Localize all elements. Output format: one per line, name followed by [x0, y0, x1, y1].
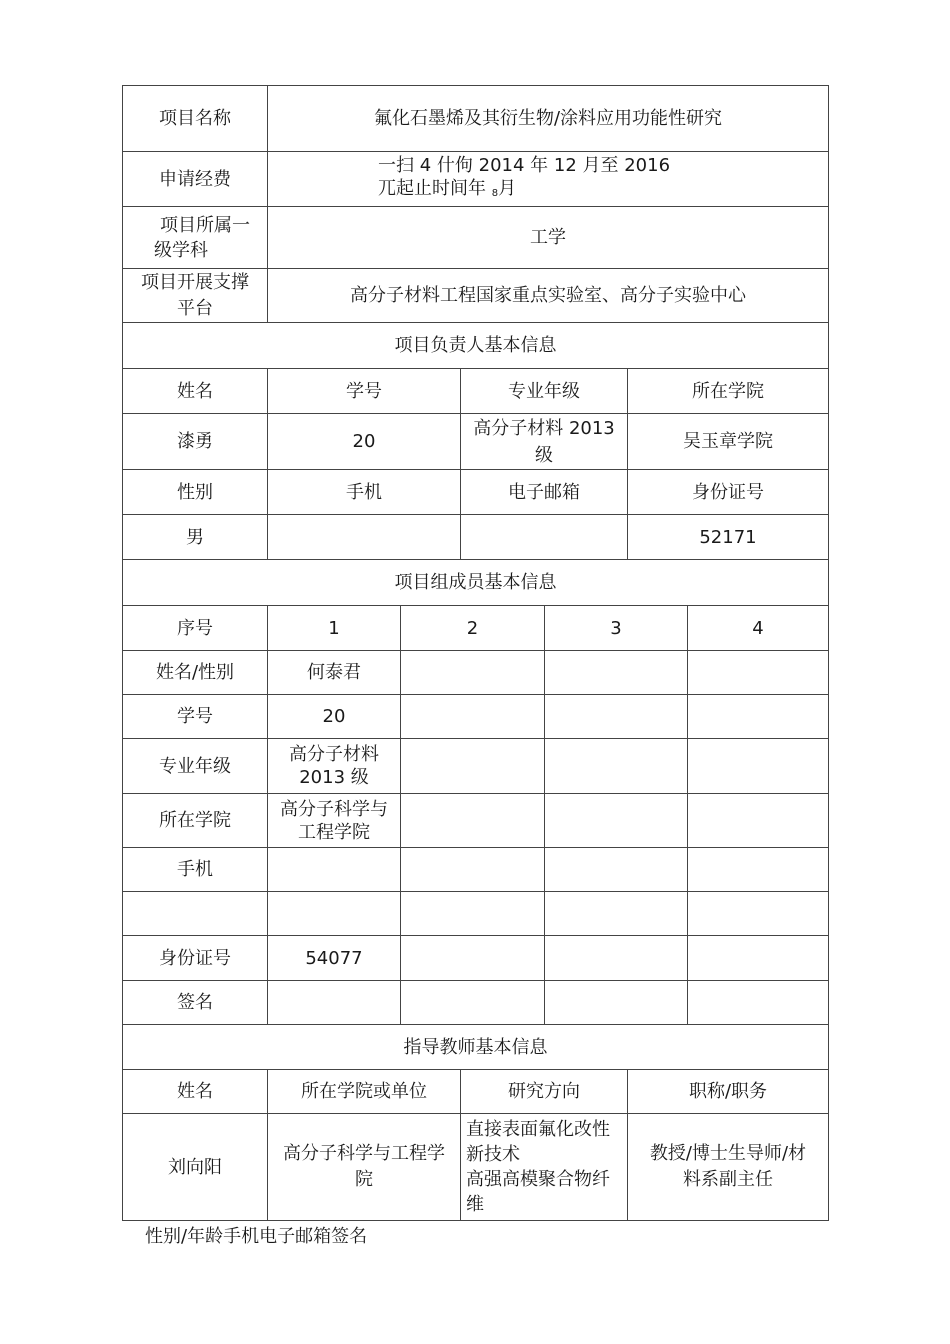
advisor-direction — [460, 1113, 628, 1221]
leader-email — [460, 514, 628, 560]
funding-line-2 — [378, 177, 516, 205]
member-1-value — [267, 980, 401, 1025]
advisor-title-line2: 料系副主任 — [683, 1169, 773, 1190]
leader-header-idcard: 身份证号 — [692, 481, 764, 503]
member-1-value — [267, 891, 401, 936]
cell-border — [400, 738, 545, 794]
discipline-label-line2: 级学科 — [154, 239, 208, 261]
member-1-value: 54077 — [305, 947, 363, 969]
cell-border — [400, 980, 545, 1025]
leader-section-title: 项目负责人基本信息 — [394, 335, 557, 356]
cell-border — [687, 891, 829, 936]
discipline-value: 工学 — [530, 227, 566, 248]
leader-student-id: 20 — [352, 431, 376, 452]
members-row-label: 所在学院 — [159, 810, 231, 831]
members-index-4: 4 — [752, 617, 764, 639]
members-row-label — [122, 891, 268, 936]
cell-border — [400, 935, 545, 981]
funding-line-2a: 兀起止时间年 — [378, 177, 486, 199]
platform-label-line2: 平台 — [177, 297, 213, 319]
cell-border — [687, 650, 829, 695]
cell-border — [687, 793, 829, 848]
members-index-2: 2 — [466, 617, 479, 639]
advisor-section-title: 指导教师基本信息 — [403, 1036, 548, 1058]
leader-header-id: 学号 — [346, 380, 382, 402]
member-1-value-line1: 高分子科学与 — [280, 798, 388, 820]
cell-border — [544, 650, 688, 695]
leader-header-phone: 手机 — [346, 481, 382, 503]
leader-college: 吴玉章学院 — [683, 431, 773, 452]
leader-major — [460, 413, 628, 470]
members-row-label: 姓名/性别 — [155, 662, 235, 683]
members-row-label: 身份证号 — [159, 947, 231, 969]
cell-border — [544, 980, 688, 1025]
advisor-direction-line2: 新技术 — [466, 1144, 520, 1165]
advisor-title-line1: 教授/博士生导师/材 — [649, 1143, 807, 1164]
members-row-label: 学号 — [177, 706, 213, 727]
leader-gender: 男 — [186, 526, 204, 548]
leader-major-line2: 级 — [535, 444, 553, 466]
leader-idcard: 52171 — [699, 526, 757, 548]
members-row-label: 签名 — [177, 992, 213, 1013]
leader-header-gender: 性别 — [177, 481, 213, 503]
funding-label: 申请经费 — [159, 168, 231, 190]
funding-line-1: 一扫 4 什佝 2014 年 12 月至 2016 — [378, 154, 671, 176]
cell-border — [400, 793, 545, 848]
cell-border — [687, 935, 829, 981]
advisor-college-line2: 院 — [355, 1169, 373, 1190]
cell-border — [687, 980, 829, 1025]
leader-major-line1: 高分子材料 2013 — [473, 417, 615, 439]
funding-line-2b: 月 — [498, 177, 517, 199]
cell-border — [544, 694, 688, 739]
discipline-label-line1: 项目所属一 — [160, 214, 250, 236]
members-index-1: 1 — [328, 617, 340, 639]
platform-label — [122, 268, 268, 323]
member-1-value-line1: 高分子材料 — [289, 744, 379, 765]
platform-value: 高分子材料工程国家重点实验室、高分子实验中心 — [350, 285, 746, 306]
advisor-header-name: 姓名 — [177, 1081, 213, 1102]
cell-border — [544, 738, 688, 794]
cell-border — [544, 793, 688, 848]
member-1-value: 何泰君 — [307, 662, 361, 683]
cell-border — [400, 650, 545, 695]
cell-border — [544, 935, 688, 981]
leader-phone — [267, 514, 461, 560]
cell-border — [687, 847, 829, 892]
cell-border — [544, 891, 688, 936]
advisor-direction-line4: 维 — [466, 1194, 484, 1215]
project-name-label: 项目名称 — [159, 108, 231, 129]
leader-header-email: 电子邮箱 — [508, 481, 580, 503]
cell-border — [400, 847, 545, 892]
members-index-3: 3 — [610, 617, 622, 639]
advisor-college — [267, 1113, 461, 1221]
advisor-college-line1: 高分子科学与工程学 — [283, 1143, 445, 1164]
members-row-label: 手机 — [177, 859, 213, 880]
member-1-value-line2: 工程学院 — [298, 821, 370, 843]
members-row-label: 专业年级 — [159, 755, 231, 777]
advisor-direction-line3: 高强高模聚合物纤 — [466, 1169, 610, 1190]
advisor-name: 刘向阳 — [168, 1156, 222, 1178]
cell-border — [544, 847, 688, 892]
leader-name: 漆勇 — [177, 431, 213, 452]
advisor-header-direction: 研究方向 — [508, 1081, 580, 1102]
funding-value — [372, 151, 812, 207]
discipline-label — [122, 206, 268, 269]
cell-border — [400, 891, 545, 936]
member-1-value — [267, 847, 401, 892]
footnote-text: 性别/年龄手机电子邮箱签名 — [145, 1226, 368, 1247]
advisor-title — [627, 1113, 829, 1221]
member-1-value-line2: 2013 级 — [299, 767, 369, 788]
member-1-value — [267, 793, 401, 848]
advisor-header-college: 所在学院或单位 — [301, 1081, 427, 1102]
member-1-value — [267, 738, 401, 794]
advisor-header-title: 职称/职务 — [688, 1081, 768, 1102]
members-index-label: 序号 — [177, 617, 213, 639]
cell-border — [687, 738, 829, 794]
member-1-value: 20 — [322, 706, 346, 727]
project-name-value: 氟化石墨烯及其衍生物/涂料应用功能性研究 — [373, 108, 723, 129]
cell-border — [687, 694, 829, 739]
advisor-direction-line1: 直接表面氟化改性 — [466, 1119, 610, 1140]
leader-header-major: 专业年级 — [508, 380, 580, 402]
funding-line-2-small: 8 — [491, 187, 499, 199]
leader-header-name: 姓名 — [177, 380, 213, 402]
leader-header-college: 所在学院 — [692, 380, 764, 402]
platform-label-line1: 项目开展支撑 — [141, 271, 249, 293]
cell-border — [400, 694, 545, 739]
members-section-title: 项目组成员基本信息 — [394, 572, 557, 593]
